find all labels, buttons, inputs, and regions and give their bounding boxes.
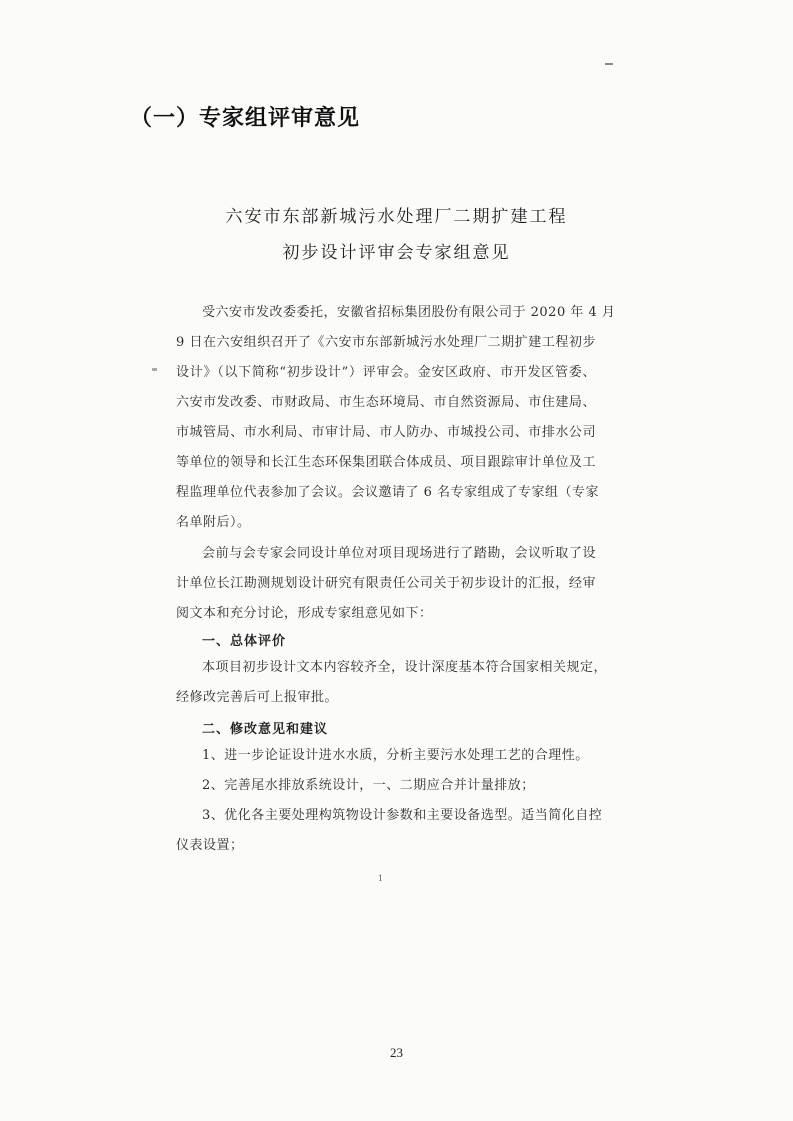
scan-mark — [605, 63, 613, 65]
margin-mark — [152, 368, 157, 371]
suggestion-item-2: 2、完善尾水排放系统设计，一、二期应合并计量排放； — [202, 778, 535, 793]
paragraph-1-line: 市城管局、市水利局、市审计局、市人防办、市城投公司、市排水公司 — [176, 425, 596, 440]
suggestion-item-1: 1、进一步论证设计进水水质，分析主要污水处理工艺的合理性。 — [202, 748, 589, 763]
paragraph-1-line: 六安市发改委、市财政局、市生态环境局、市自然资源局、市住建局、 — [176, 395, 596, 410]
paragraph-2-line: 会前与会专家会同设计单位对项目现场进行了踏勘，会议听取了设 — [202, 546, 596, 561]
paragraph-2-line: 阅文本和充分讨论，形成专家组意见如下： — [176, 606, 433, 621]
paragraph-1-line: 受六安市发改委委托，安徽省招标集团股份有限公司于 2020 年 4 月 — [202, 305, 616, 320]
paragraph-1-line: 名单附后）。 — [176, 515, 251, 530]
suggestion-item-3: 3、优化各主要处理构筑物设计参数和主要设备选型。适当简化自控 — [202, 808, 603, 823]
paragraph-1-line: 程监理单位代表参加了会议。会议邀请了 6 名专家组成了专家组（专家 — [176, 485, 600, 500]
inner-page-number: 1 — [378, 874, 384, 883]
document-title-line-2: 初步设计评审会专家组意见 — [282, 243, 511, 263]
document-title-line-1: 六安市东部新城污水处理厂二期扩建工程 — [225, 207, 568, 227]
page-number: 23 — [390, 1045, 403, 1060]
heading-suggestions: 二、修改意见和建议 — [202, 722, 329, 737]
paragraph-2-line: 计单位长江勘测规划设计研究有限责任公司关于初步设计的汇报，经审 — [176, 576, 596, 591]
section-heading: （一）专家组评审意见 — [130, 106, 361, 131]
paragraph-3-line: 本项目初步设计文本内容较齐全，设计深度基本符合国家相关规定， — [202, 660, 608, 675]
suggestion-item-3-continued: 仪表设置； — [176, 838, 244, 853]
heading-overall-evaluation: 一、总体评价 — [202, 634, 287, 649]
paragraph-1-line: 9 日在六安组织召开了《六安市东部新城污水处理厂二期扩建工程初步 — [176, 335, 596, 350]
paragraph-3-line: 经修改完善后可上报审批。 — [176, 690, 339, 705]
paragraph-1-line: 设计》（以下简称“初步设计”）评审会。金安区政府、市开发区管委、 — [176, 365, 596, 380]
paragraph-1-line: 等单位的领导和长江生态环保集团联合体成员、项目跟踪审计单位及工 — [176, 455, 596, 470]
